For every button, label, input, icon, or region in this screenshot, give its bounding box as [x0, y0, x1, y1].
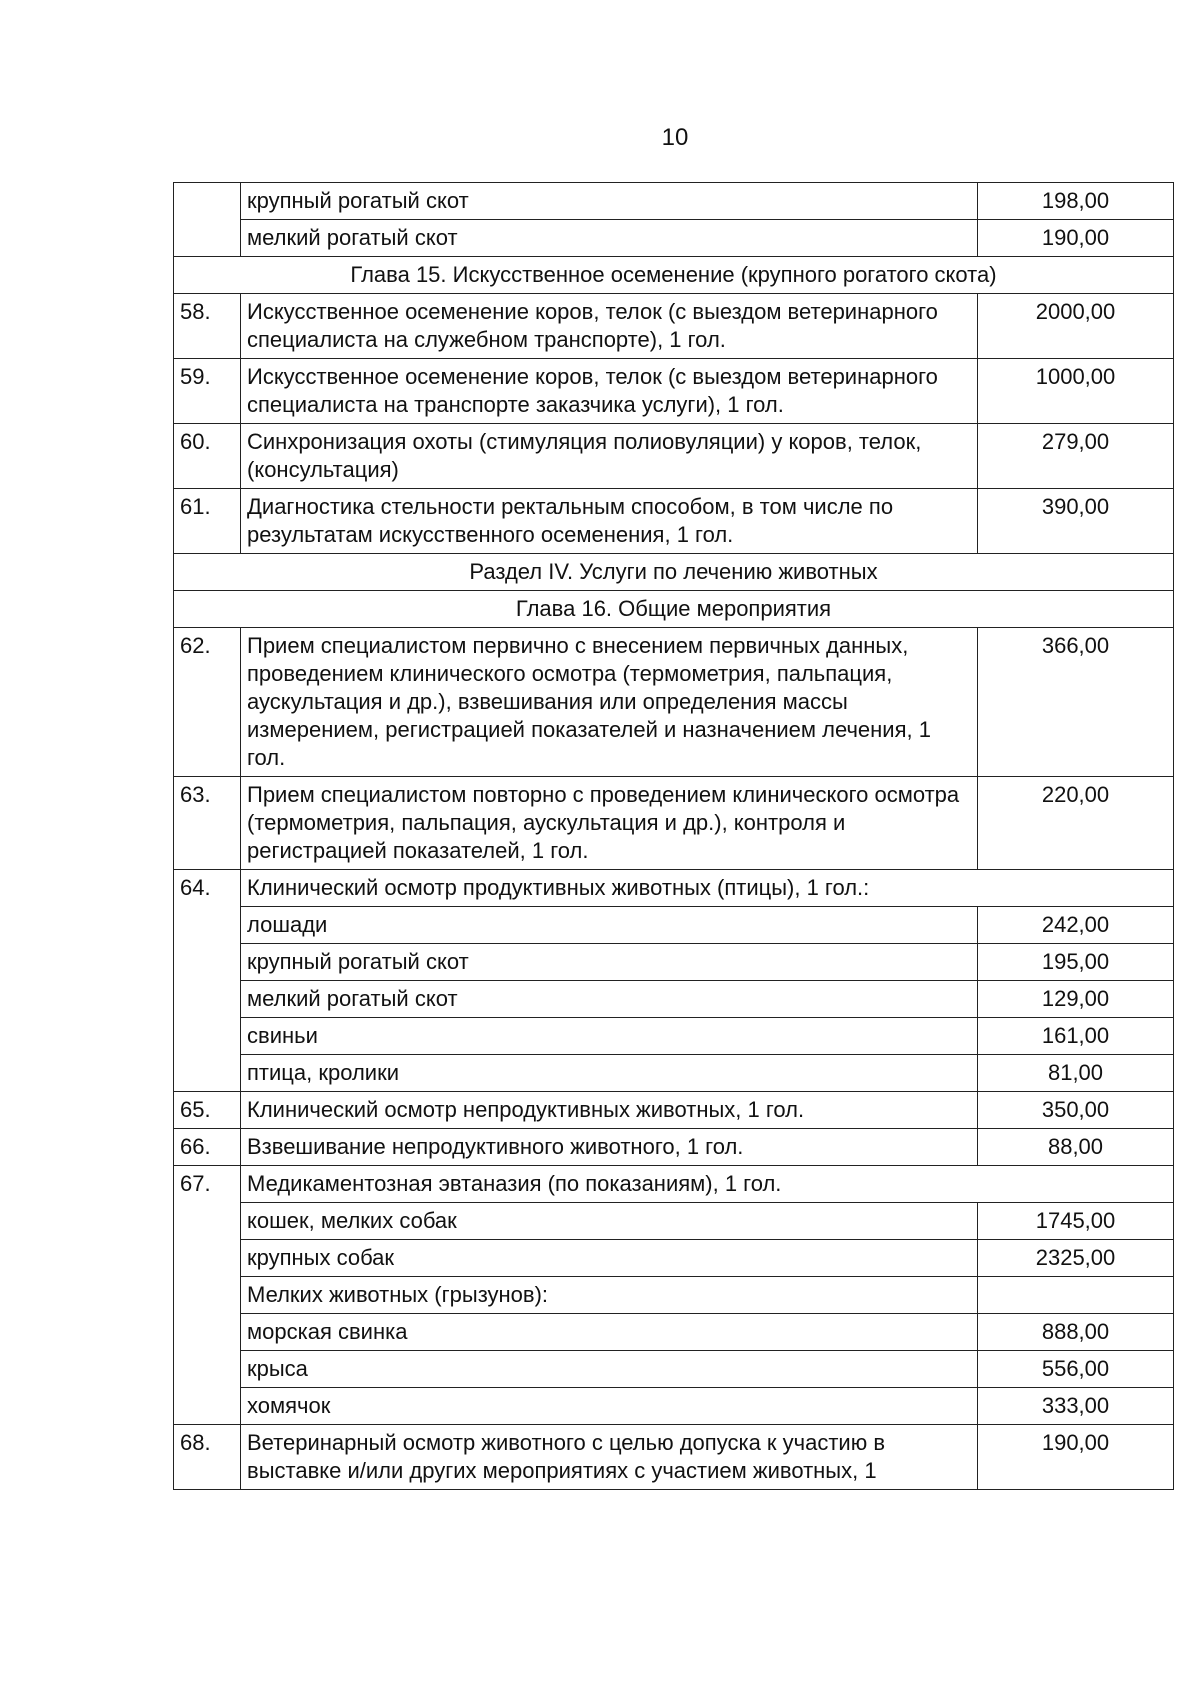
group-label: Клинический осмотр продуктивных животных (птицы), 1 гол.: — [241, 870, 1174, 907]
price-value: 190,00 — [978, 1425, 1174, 1490]
price-value: 198,00 — [978, 183, 1174, 220]
row-number: 64. — [174, 870, 241, 1092]
section-heading: Глава 16. Общие мероприятия — [174, 591, 1174, 628]
table-row — [174, 359, 1174, 424]
sub-item-name: морская свинка — [241, 1314, 978, 1351]
price-table-body — [174, 183, 1174, 1490]
page-number: 10 — [661, 124, 689, 151]
row-number: 58. — [174, 294, 241, 359]
price-value: 333,00 — [978, 1388, 1174, 1425]
service-name: Искусственное осеменение коров, телок (с выездом ветеринарного специалиста на транспорте заказчика услуги), 1 гол. — [241, 359, 978, 424]
service-name: Искусственное осеменение коров, телок (с выездом ветеринарного специалиста на служебном транспорте), 1 гол. — [241, 294, 978, 359]
row-number-empty — [174, 183, 241, 257]
section-heading: Глава 15. Искусственное осеменение (крупного рогатого скота) — [174, 257, 1174, 294]
row-number: 60. — [174, 424, 241, 489]
sub-item-name: лошади — [241, 907, 978, 944]
table-row — [174, 870, 1174, 907]
table-row — [174, 489, 1174, 554]
service-name: Прием специалистом повторно с проведением клинического осмотра (термометрия, пальпация, аускультация и др.), контроля и регистрацией показателей, 1 гол. — [241, 777, 978, 870]
row-number: 61. — [174, 489, 241, 554]
sub-item-name: крыса — [241, 1351, 978, 1388]
sub-item-name: птица, кролики — [241, 1055, 978, 1092]
table-row — [174, 1092, 1174, 1129]
sub-item-name: крупный рогатый скот — [241, 944, 978, 981]
section-heading-row — [174, 591, 1174, 628]
price-value: 161,00 — [978, 1018, 1174, 1055]
price-value: 366,00 — [978, 628, 1174, 777]
service-name: Ветеринарный осмотр животного с целью допуска к участию в выставке и/или других мероприятиях с участием животных, 1 — [241, 1425, 978, 1490]
table-row — [174, 1425, 1174, 1490]
price-value: 220,00 — [978, 777, 1174, 870]
table-row — [174, 777, 1174, 870]
table-row — [174, 1055, 1174, 1092]
service-name: Прием специалистом первично с внесением первичных данных, проведением клинического осмотра (термометрия, пальпация, аускультация и др.), взвешивания или определения массы измерением, регистрацией показателей и назначением лечения, 1 гол. — [241, 628, 978, 777]
section-heading: Раздел IV. Услуги по лечению животных — [174, 554, 1174, 591]
table-row — [174, 907, 1174, 944]
table-row — [174, 294, 1174, 359]
price-table — [173, 182, 1174, 1490]
section-heading-row — [174, 257, 1174, 294]
table-row — [174, 944, 1174, 981]
table-row — [174, 1129, 1174, 1166]
price-value: 242,00 — [978, 907, 1174, 944]
section-heading-row — [174, 554, 1174, 591]
price-value: 350,00 — [978, 1092, 1174, 1129]
sub-item-name: крупных собак — [241, 1240, 978, 1277]
price-value: 888,00 — [978, 1314, 1174, 1351]
sub-item-name: мелкий рогатый скот — [241, 220, 978, 257]
table-row — [174, 1203, 1174, 1240]
service-name: Взвешивание непродуктивного животного, 1 гол. — [241, 1129, 978, 1166]
table-row — [174, 220, 1174, 257]
row-number: 63. — [174, 777, 241, 870]
table-row — [174, 628, 1174, 777]
row-number: 67. — [174, 1166, 241, 1425]
service-name: Клинический осмотр непродуктивных животных, 1 гол. — [241, 1092, 978, 1129]
sub-item-name: хомячок — [241, 1388, 978, 1425]
price-value: 2325,00 — [978, 1240, 1174, 1277]
sub-item-name: крупный рогатый скот — [241, 183, 978, 220]
service-name: Синхронизация охоты (стимуляция полиовуляции) у коров, телок, (консультация) — [241, 424, 978, 489]
table-row — [174, 1388, 1174, 1425]
sub-item-name: свиньи — [241, 1018, 978, 1055]
table-row — [174, 1166, 1174, 1203]
table-row — [174, 1351, 1174, 1388]
price-value: 195,00 — [978, 944, 1174, 981]
table-row — [174, 1240, 1174, 1277]
row-number: 65. — [174, 1092, 241, 1129]
table-row — [174, 183, 1174, 220]
table-row — [174, 424, 1174, 489]
sub-item-name: Мелких животных (грызунов): — [241, 1277, 978, 1314]
row-number: 59. — [174, 359, 241, 424]
price-value: 279,00 — [978, 424, 1174, 489]
service-name: Диагностика стельности ректальным способом, в том числе по результатам искусственного осеменения, 1 гол. — [241, 489, 978, 554]
price-value: 1745,00 — [978, 1203, 1174, 1240]
table-row — [174, 1314, 1174, 1351]
group-label: Медикаментозная эвтаназия (по показаниям), 1 гол. — [241, 1166, 1174, 1203]
table-row — [174, 1277, 1174, 1314]
row-number: 62. — [174, 628, 241, 777]
sub-item-name: мелкий рогатый скот — [241, 981, 978, 1018]
price-value: 129,00 — [978, 981, 1174, 1018]
sub-item-name: кошек, мелких собак — [241, 1203, 978, 1240]
price-value: 2000,00 — [978, 294, 1174, 359]
price-value: 88,00 — [978, 1129, 1174, 1166]
table-row — [174, 1018, 1174, 1055]
row-number: 66. — [174, 1129, 241, 1166]
price-value — [978, 1277, 1174, 1314]
table-row — [174, 981, 1174, 1018]
price-value: 1000,00 — [978, 359, 1174, 424]
price-value: 390,00 — [978, 489, 1174, 554]
row-number: 68. — [174, 1425, 241, 1490]
price-value: 556,00 — [978, 1351, 1174, 1388]
price-value: 81,00 — [978, 1055, 1174, 1092]
price-value: 190,00 — [978, 220, 1174, 257]
